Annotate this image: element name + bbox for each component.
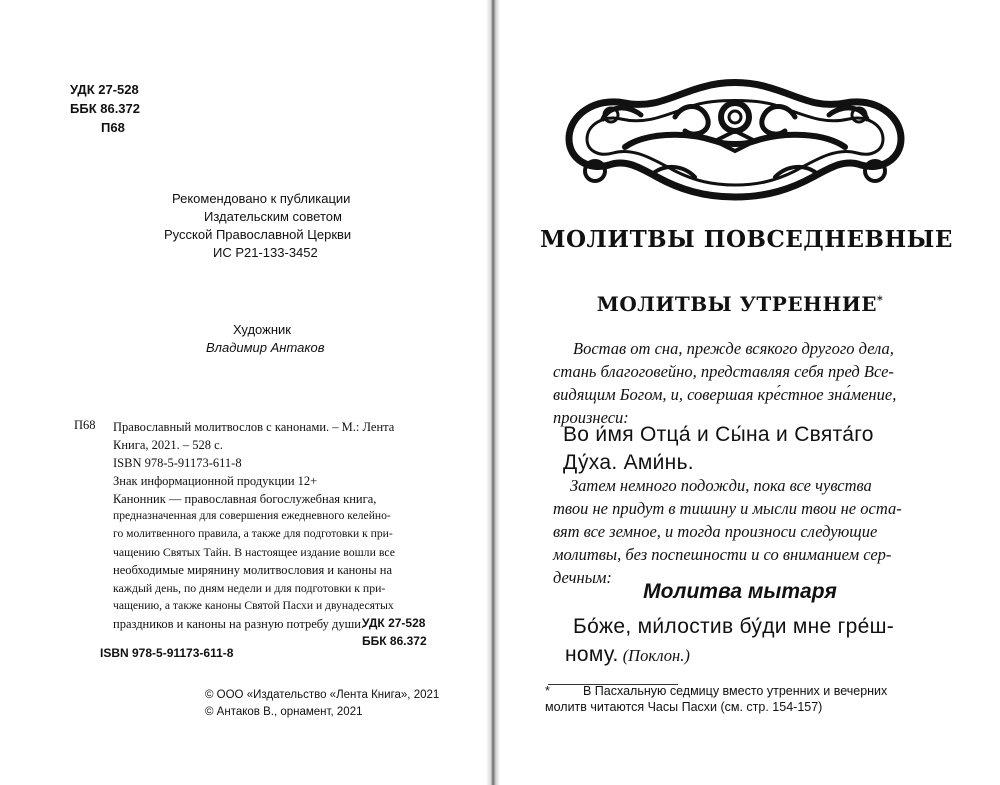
catalog-line-3: ISBN 978-5-91173-611-8 <box>113 456 242 470</box>
recommendation-line-2: Издательским советом <box>204 209 342 224</box>
catalog-line-12: праздников и каноны на разную потребу души. <box>113 617 365 631</box>
author-code-top: П68 <box>101 120 125 135</box>
prayer-invocation-line-2: Ду́ха. Ами́нь. <box>563 451 694 474</box>
catalog-line-7: го молитвенного правила, а также для подготовки к при- <box>113 527 393 540</box>
prayer-title: Молитва мытаря <box>643 580 837 603</box>
page-title: МОЛИТВЫ ПОВСЕДНЕВНЫЕ <box>540 226 953 253</box>
catalog-line-1: Православный молитвослов с канонами. – М.: Лента <box>113 420 395 434</box>
celtic-knot-ornament <box>555 75 915 203</box>
prayer-invocation-line-1: Во и́мя Отца́ и Сы́на и Свята́го <box>563 423 874 446</box>
catalog-line-6: предназначенная для совершения ежедневного келейно- <box>113 509 391 522</box>
intro-line-2: стань благоговейно, представляя себя пред Все- <box>553 362 894 381</box>
artist-name: Владимир Антаков <box>206 340 325 355</box>
instruction-line-1: Затем немного подожди, пока все чувства <box>570 476 872 495</box>
prayer-publican-line-1: Бо́же, ми́лостив бу́ди мне гре́ш- <box>573 615 895 638</box>
instruction-line-4: молитвы, без поспешности и со вниманием сер- <box>553 545 892 564</box>
intro-line-1: Востав от сна, прежде всякого другого дела, <box>573 339 894 358</box>
footnote-line-2: молитв читаются Часы Пасхи (см. стр. 154-157) <box>545 700 823 714</box>
prayer-bow-note: (Поклон.) <box>622 646 690 665</box>
catalog-line-9: необходимые мирянину молитвословия и каноны на <box>113 563 393 577</box>
left-page <box>0 0 490 785</box>
udk-bottom: УДК 27-528 <box>362 616 426 630</box>
instruction-line-2: твои не придут в тишину и мысли твои не оста- <box>553 499 902 518</box>
catalog-line-5: Канонник — православная богослужебная книга, <box>113 492 377 506</box>
instruction-line-5: дечным: <box>553 568 612 587</box>
copyright-publisher: © ООО «Издательство «Лента Книга», 2021 <box>205 689 440 701</box>
instruction-line-3: вят все земное, и тогда произноси следующие <box>553 522 878 541</box>
catalog-line-11: чащению, а также каноны Святой Пасхи и двунадесятых <box>113 599 394 612</box>
bbk-top: ББК 86.372 <box>70 101 140 116</box>
intro-line-3: видящим Богом, и, совершая кре́стное зна́мение, <box>553 385 897 404</box>
book-spine <box>486 0 500 785</box>
catalog-code: П68 <box>74 418 96 432</box>
footnote-mark: * <box>545 684 550 698</box>
recommendation-line-1: Рекомендовано к публикации <box>172 191 351 206</box>
catalog-line-2: Книга, 2021. – 528 с. <box>113 438 223 452</box>
recommendation-line-4: ИС Р21-133-3452 <box>213 245 318 260</box>
recommendation-line-3: Русской Православной Церкви <box>164 227 352 242</box>
prayer-publican-text: ному. <box>565 643 619 666</box>
section-title <box>560 292 920 316</box>
bbk-bottom: ББК 86.372 <box>362 634 427 648</box>
intro-line-4: произнеси: <box>553 408 629 427</box>
catalog-line-10: каждый день, по дням недели и для подготовки к при- <box>113 581 386 595</box>
isbn-bottom: ISBN 978-5-91173-611-8 <box>100 646 234 660</box>
prayer-publican-line-2 <box>565 641 690 669</box>
catalog-line-8: чащению Святых Тайн. В настоящее издание вошли все <box>113 545 395 559</box>
section-title-text: МОЛИТВЫ УТРЕННИЕ <box>596 292 877 316</box>
artist-label: Художник <box>233 322 291 337</box>
footnote-line-1: В Пасхальную седмицу вместо утренних и вечерних <box>583 684 888 698</box>
section-title-mark: * <box>877 293 884 307</box>
copyright-artist: © Антаков В., орнамент, 2021 <box>205 706 363 718</box>
udk-top-1: УДК 27-528 <box>70 82 139 97</box>
catalog-line-4: Знак информационной продукции 12+ <box>113 474 318 488</box>
